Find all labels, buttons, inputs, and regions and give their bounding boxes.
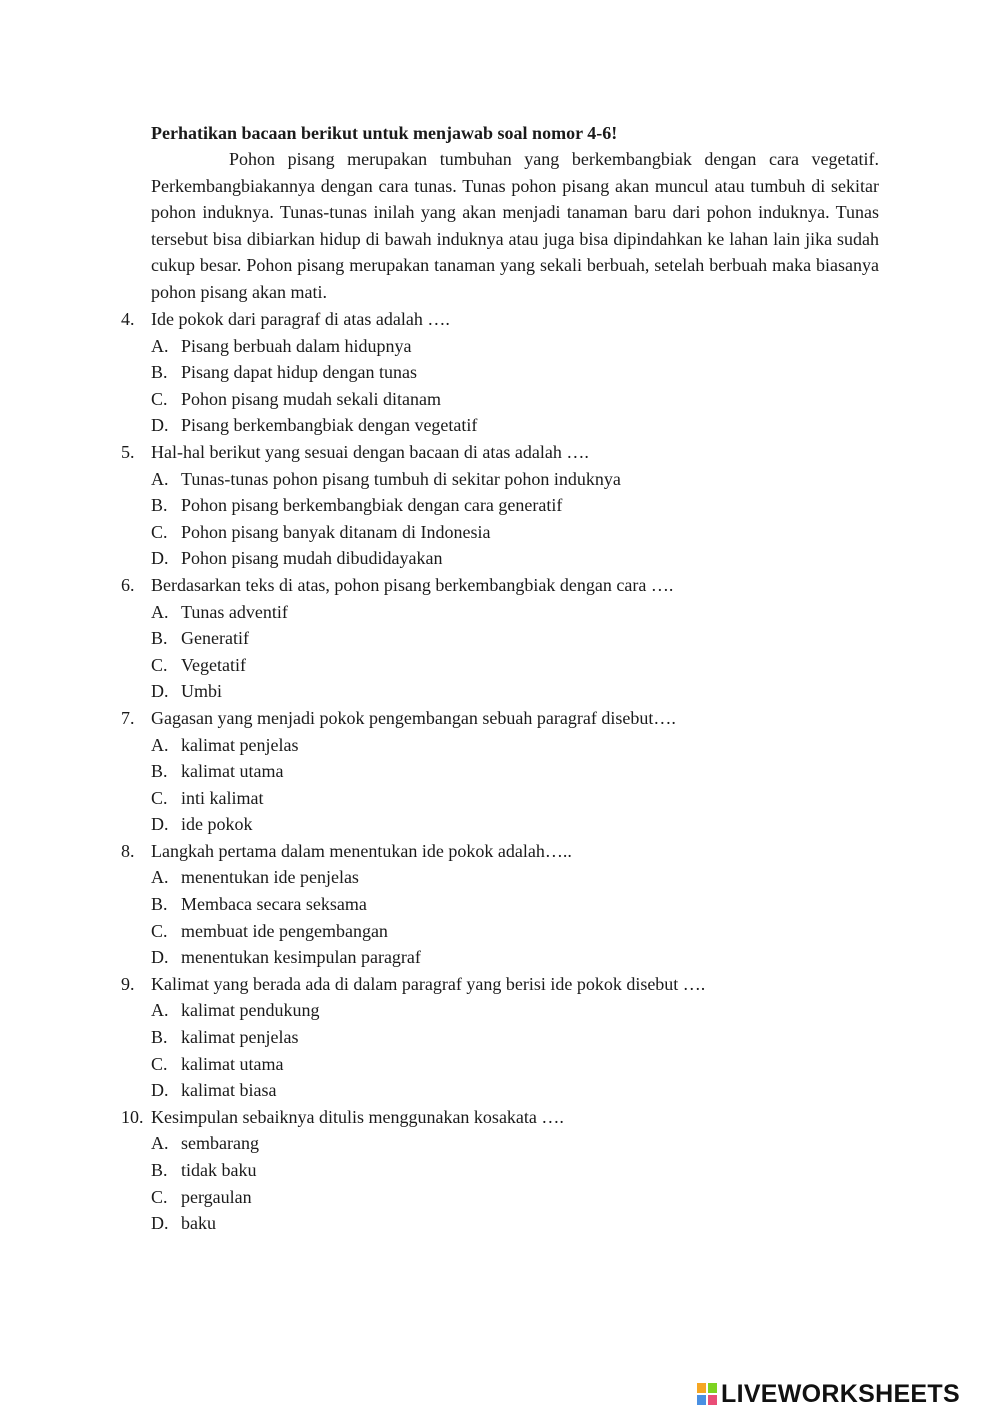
option-text: Pisang berbuah dalam hidupnya bbox=[181, 335, 412, 356]
question-number: 7. bbox=[121, 707, 135, 728]
option-text: tidak baku bbox=[181, 1160, 257, 1180]
question-row bbox=[0, 306, 1000, 333]
answer-option[interactable] bbox=[0, 1077, 1000, 1104]
answer-option[interactable] bbox=[0, 732, 1000, 759]
option-text: Vegetatif bbox=[181, 654, 246, 675]
option-text: Pohon pisang mudah sekali ditanam bbox=[181, 388, 441, 409]
question-text: Hal-hal berikut yang sesuai dengan bacaan di atas adalah …. bbox=[151, 441, 589, 462]
question-text: Gagasan yang menjadi pokok pengembangan sebuah paragraf disebut…. bbox=[151, 707, 676, 728]
option-letter: A. bbox=[151, 867, 169, 888]
option-text: baku bbox=[181, 1213, 216, 1234]
question-item bbox=[0, 1104, 1000, 1237]
option-letter: A. bbox=[151, 468, 169, 489]
answer-option[interactable] bbox=[0, 1184, 1000, 1211]
option-text: Membaca secara seksama bbox=[181, 894, 367, 915]
question-number: 10. bbox=[121, 1106, 144, 1127]
reading-passage: Pohon pisang merupakan tumbuhan yang berkembangbiak dengan cara vegetatif. Perkembangbiakannya dengan cara tunas. Tunas pohon pisang akan muncul atau tumbuh di sekitar pohon induknya. Tunas-tunas inilah yang akan menjadi tanaman baru dari pohon induknya. Tunas tersebut bisa dibiarkan hidup di bawah induknya atau juga bisa dipindahkan ke lahan lain jika sudah cukup besar. Pohon pisang merupakan tanaman yang sekali berbuah, setelah berbuah maka biasanya pohon pisang akan mati. bbox=[151, 149, 879, 302]
option-text: kalimat utama bbox=[181, 1053, 284, 1074]
option-text: kalimat utama bbox=[181, 761, 284, 782]
question-row bbox=[0, 971, 1000, 998]
logo-text: LIVEWORKSHEETS bbox=[721, 1380, 960, 1408]
question-item bbox=[0, 838, 1000, 971]
question-number: 8. bbox=[121, 840, 135, 861]
option-letter: C. bbox=[151, 1186, 168, 1207]
option-text: Pohon pisang berkembangbiak dengan cara generatif bbox=[181, 495, 563, 516]
question-item bbox=[0, 439, 1000, 572]
option-list bbox=[0, 732, 1000, 838]
option-letter: A. bbox=[151, 601, 169, 622]
answer-option[interactable] bbox=[0, 811, 1000, 838]
option-list bbox=[0, 333, 1000, 439]
option-letter: A. bbox=[151, 335, 169, 356]
answer-option[interactable] bbox=[0, 785, 1000, 812]
option-text: kalimat biasa bbox=[181, 1080, 277, 1101]
question-item bbox=[0, 705, 1000, 838]
option-list bbox=[0, 466, 1000, 572]
answer-option[interactable] bbox=[0, 359, 1000, 386]
option-letter: D. bbox=[151, 1080, 169, 1101]
answer-option[interactable] bbox=[0, 545, 1000, 572]
option-text: Tunas adventif bbox=[181, 601, 288, 622]
question-row bbox=[0, 838, 1000, 865]
option-text: inti kalimat bbox=[181, 787, 264, 808]
option-letter: D. bbox=[151, 947, 169, 968]
answer-option[interactable] bbox=[0, 1051, 1000, 1078]
reading-instruction: Perhatikan bacaan berikut untuk menjawab soal nomor 4-6! bbox=[151, 123, 618, 143]
answer-option[interactable] bbox=[0, 1210, 1000, 1237]
question-item bbox=[0, 971, 1000, 1104]
option-list bbox=[0, 1130, 1000, 1236]
option-text: sembarang bbox=[181, 1133, 259, 1154]
option-list bbox=[0, 599, 1000, 705]
option-letter: B. bbox=[151, 1027, 168, 1048]
answer-option[interactable] bbox=[0, 599, 1000, 626]
answer-option[interactable] bbox=[0, 944, 1000, 971]
answer-option[interactable] bbox=[0, 333, 1000, 360]
option-text: Generatif bbox=[181, 628, 249, 649]
answer-option[interactable] bbox=[0, 997, 1000, 1024]
liveworksheets-logo bbox=[697, 1380, 960, 1408]
option-text: membuat ide pengembangan bbox=[181, 920, 388, 941]
option-letter: B. bbox=[151, 1160, 168, 1180]
question-row bbox=[0, 1104, 1000, 1131]
answer-option[interactable] bbox=[0, 386, 1000, 413]
answer-option[interactable] bbox=[0, 519, 1000, 546]
option-list bbox=[0, 997, 1000, 1103]
option-letter: B. bbox=[151, 362, 168, 383]
question-item bbox=[0, 572, 1000, 705]
question-row bbox=[0, 439, 1000, 466]
option-text: ide pokok bbox=[181, 814, 253, 835]
answer-option[interactable] bbox=[0, 652, 1000, 679]
question-number: 9. bbox=[121, 973, 135, 994]
option-text: Pohon pisang mudah dibudidayakan bbox=[181, 548, 443, 569]
option-list bbox=[0, 864, 1000, 970]
option-letter: D. bbox=[151, 415, 169, 436]
question-text: Kalimat yang berada ada di dalam paragraf yang berisi ide pokok disebut …. bbox=[151, 973, 706, 994]
option-letter: D. bbox=[151, 548, 169, 569]
answer-option[interactable] bbox=[0, 864, 1000, 891]
answer-option[interactable] bbox=[0, 492, 1000, 519]
question-text: Ide pokok dari paragraf di atas adalah …. bbox=[151, 309, 450, 329]
option-text: Umbi bbox=[181, 681, 223, 702]
option-letter: B. bbox=[151, 495, 168, 516]
option-text: menentukan ide penjelas bbox=[181, 867, 359, 888]
question-number: 6. bbox=[121, 574, 135, 595]
option-text: Tunas-tunas pohon pisang tumbuh di sekitar pohon induknya bbox=[181, 468, 621, 489]
question-row bbox=[0, 705, 1000, 732]
question-number: 4. bbox=[121, 309, 135, 329]
answer-option[interactable] bbox=[0, 1024, 1000, 1051]
option-letter: D. bbox=[151, 681, 169, 702]
question-text: Berdasarkan teks di atas, pohon pisang berkembangbiak dengan cara …. bbox=[151, 574, 674, 595]
answer-option[interactable] bbox=[0, 412, 1000, 439]
option-letter: C. bbox=[151, 920, 168, 941]
question-row bbox=[0, 572, 1000, 599]
answer-option[interactable] bbox=[0, 678, 1000, 705]
question-list bbox=[0, 306, 1000, 1237]
option-text: menentukan kesimpulan paragraf bbox=[181, 947, 421, 968]
answer-option[interactable] bbox=[0, 625, 1000, 652]
option-letter: A. bbox=[151, 1000, 169, 1021]
option-letter: C. bbox=[151, 521, 168, 542]
option-letter: B. bbox=[151, 628, 168, 649]
option-text: Pisang berkembangbiak dengan vegetatif bbox=[181, 415, 478, 436]
question-text: Langkah pertama dalam menentukan ide pokok adalah….. bbox=[151, 840, 572, 861]
option-letter: B. bbox=[151, 761, 168, 782]
answer-option[interactable] bbox=[0, 918, 1000, 945]
option-text: kalimat pendukung bbox=[181, 1000, 320, 1021]
answer-option[interactable] bbox=[0, 891, 1000, 918]
answer-option[interactable] bbox=[0, 466, 1000, 493]
option-letter: C. bbox=[151, 388, 168, 409]
option-letter: D. bbox=[151, 814, 169, 835]
option-letter: C. bbox=[151, 787, 168, 808]
option-text: Pisang dapat hidup dengan tunas bbox=[181, 362, 417, 383]
option-letter: C. bbox=[151, 654, 168, 675]
answer-option[interactable] bbox=[0, 758, 1000, 785]
option-text: kalimat penjelas bbox=[181, 1027, 299, 1048]
question-number: 5. bbox=[121, 441, 135, 462]
option-letter: C. bbox=[151, 1053, 168, 1074]
option-text: kalimat penjelas bbox=[181, 734, 299, 755]
option-letter: A. bbox=[151, 1133, 169, 1154]
question-item bbox=[0, 306, 1000, 439]
option-letter: D. bbox=[151, 1213, 169, 1234]
question-text: Kesimpulan sebaiknya ditulis menggunakan kosakata …. bbox=[151, 1106, 564, 1127]
answer-option[interactable] bbox=[0, 1157, 1000, 1184]
logo-mark-icon bbox=[697, 1383, 717, 1405]
option-text: pergaulan bbox=[181, 1186, 252, 1207]
option-letter: B. bbox=[151, 894, 168, 915]
option-letter: A. bbox=[151, 734, 169, 755]
option-text: Pohon pisang banyak ditanam di Indonesia bbox=[181, 521, 491, 542]
answer-option[interactable] bbox=[0, 1130, 1000, 1157]
